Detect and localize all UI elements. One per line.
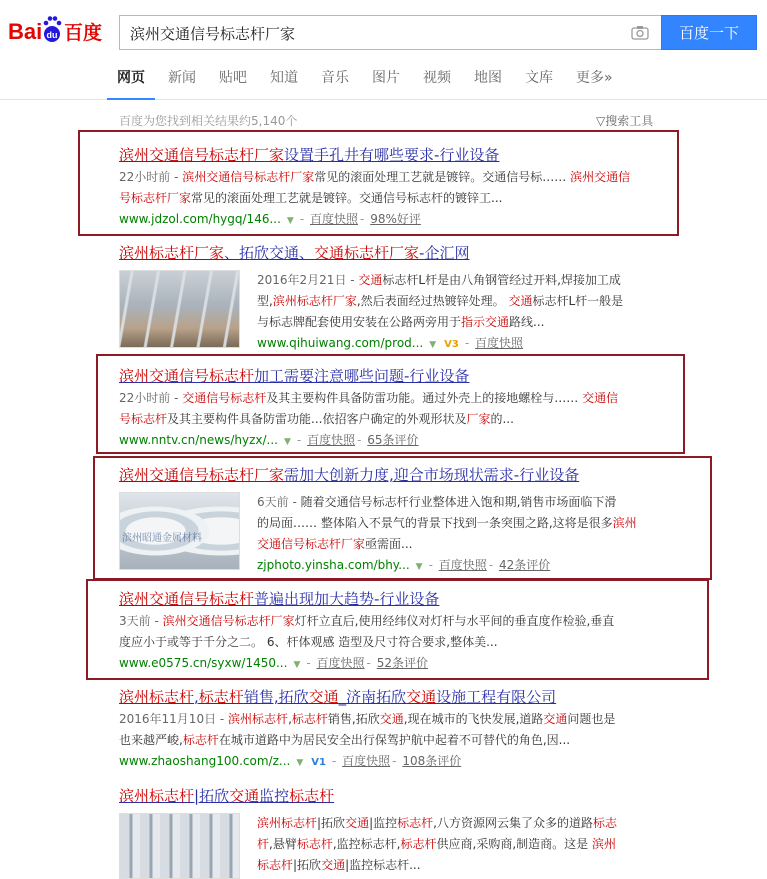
- snapshot-link[interactable]: 百度快照: [342, 754, 391, 768]
- svg-text:百度: 百度: [64, 22, 103, 44]
- result-abstract: 22小时前 - 交通信号标志杆及其主要构件具备防雷功能。通过外壳上的接地螺栓与…… 交通信 号标志杆及其主要构件具备防雷功能...依招客户确定的外观形状及厂家的...: [119, 391, 619, 426]
- result-abstract: 滨州标志杆|拓欣交通|监控标志杆,八方资源网云集了众多的道路标志 杆,悬臂标志杆,监控标志杆,标志杆供应商,采购商,制造商。这是 滨州 标志杆|拓欣交通|监控标志杆...: [257, 816, 617, 872]
- svg-text:du: du: [46, 30, 58, 40]
- dropdown-arrow-icon[interactable]: ▼: [429, 340, 437, 350]
- result-title[interactable]: 滨州交通信号标志杆厂家需加大创新力度,迎合市场现状需求-行业设备: [119, 466, 580, 484]
- result-item: [119, 687, 659, 773]
- v3-badge-icon[interactable]: V3: [444, 339, 459, 350]
- result-title[interactable]: 滨州标志杆厂家、拓欣交通、交通标志杆厂家-企汇网: [119, 244, 470, 262]
- result-thumbnail[interactable]: [119, 492, 240, 570]
- tab-map[interactable]: 地图: [474, 70, 502, 86]
- tab-zhidao[interactable]: 知道: [270, 70, 298, 86]
- result-url[interactable]: www.nntv.cn/news/hyzx/...: [119, 433, 278, 447]
- search-tools-label: 搜索工具: [605, 114, 654, 128]
- result-abstract: 3天前 - 滨州交通信号标志杆厂家灯杆立直后,使用经纬仪对灯杆与水平间的垂直度作检验,垂直 度应小于或等于千分之二。 6、杆体观感 造型及尺寸符合要求,整体美...: [119, 614, 615, 649]
- search-tools[interactable]: [596, 112, 653, 129]
- result-title[interactable]: 滨州交通信号标志杆厂家设置手孔井有哪些要求-行业设备: [119, 146, 500, 164]
- image-watermark: 滨州昭通金属材料: [122, 533, 202, 544]
- result-url[interactable]: www.jdzol.com/hygq/146...: [119, 212, 281, 226]
- result-url[interactable]: www.e0575.cn/syxw/1450...: [119, 656, 288, 670]
- snapshot-link[interactable]: 百度快照: [310, 212, 359, 226]
- result-thumbnail[interactable]: [119, 813, 240, 879]
- camera-icon[interactable]: [631, 25, 649, 40]
- tab-video[interactable]: 视频: [423, 70, 451, 86]
- tab-images[interactable]: 图片: [372, 70, 400, 86]
- search-query[interactable]: 滨州交通信号标志杆厂家: [130, 25, 296, 43]
- result-item: [119, 589, 659, 675]
- result-url-row: www.jdzol.com/hygq/146... ▼ - 百度快照 - 98%好评: [119, 212, 421, 226]
- result-count: 百度为您找到相关结果约5,140个: [119, 114, 298, 128]
- snapshot-link[interactable]: 百度快照: [316, 656, 365, 670]
- result-url[interactable]: www.qihuiwang.com/prod...: [257, 336, 424, 350]
- v1-badge-icon[interactable]: V1: [311, 757, 326, 768]
- result-url[interactable]: zjphoto.yinsha.com/bhy...: [257, 558, 410, 572]
- result-thumbnail[interactable]: [119, 270, 240, 348]
- result-item: [119, 366, 659, 452]
- dropdown-arrow-icon[interactable]: ▼: [296, 758, 304, 768]
- result-item: [119, 465, 659, 572]
- dropdown-arrow-icon[interactable]: ▼: [286, 216, 294, 226]
- snapshot-link[interactable]: 百度快照: [475, 336, 524, 350]
- baidu-logo[interactable]: [8, 12, 112, 48]
- search-input[interactable]: [119, 15, 661, 50]
- svg-text:Bai: Bai: [8, 19, 43, 44]
- result-title[interactable]: 滨州交通信号标志杆普遍出现加大趋势-行业设备: [119, 590, 440, 608]
- result-url-row: www.e0575.cn/syxw/1450... ▼ - 百度快照 - 52条评价: [119, 656, 428, 670]
- snapshot-link[interactable]: 百度快照: [438, 558, 487, 572]
- result-title[interactable]: 滨州标志杆|拓欣交通监控标志杆: [119, 787, 335, 805]
- header: [0, 0, 767, 100]
- tab-music[interactable]: 音乐: [321, 70, 349, 86]
- rating-link[interactable]: 98%好评: [370, 212, 421, 226]
- dropdown-arrow-icon[interactable]: ▼: [293, 660, 301, 670]
- tab-wenku[interactable]: 文库: [525, 70, 553, 86]
- result-url-row: www.nntv.cn/news/hyzx/... ▼ - 百度快照 - 65条评价: [119, 433, 419, 447]
- result-url-row: www.zhaoshang100.com/z... ▼ V1 - 百度快照 - 108条评价: [119, 751, 659, 773]
- nav-tabs: [117, 62, 636, 100]
- result-url-row: zjphoto.yinsha.com/bhy... ▼ - 百度快照 - 42条评价: [257, 558, 551, 572]
- dropdown-arrow-icon[interactable]: ▼: [284, 437, 291, 447]
- result-abstract: 6天前 - 随着交通信号标志杆行业整体进入饱和期,销售市场面临下滑 的局面…… 整体陷入不景气的背景下找到一条突围之路,这将是很多滨州 交通信号标志杆厂家亟需面...: [257, 495, 637, 551]
- result-url-row: www.qihuiwang.com/prod... ▼ V3 - 百度快照: [257, 333, 659, 355]
- result-item: [119, 243, 659, 350]
- tab-more[interactable]: 更多»: [576, 70, 613, 86]
- search-button[interactable]: 百度一下: [661, 15, 757, 50]
- filter-icon: ▽: [596, 114, 606, 128]
- rating-link[interactable]: 42条评价: [498, 558, 551, 572]
- tab-news[interactable]: 新闻: [168, 70, 196, 86]
- result-title[interactable]: 滨州交通信号标志杆加工需要注意哪些问题-行业设备: [119, 367, 470, 385]
- rating-link[interactable]: 65条评价: [367, 433, 419, 447]
- result-abstract: 2016年11月10日 - 滨州标志杆,标志杆销售,拓欣交通,现在城市的飞快发展,道路交通问题也是 也来越严峻,标志杆在城市道路中为居民安全出行保驾护航中起着不可替代的角色,因...: [119, 712, 616, 747]
- result-abstract: 22小时前 - 滨州交通信号标志杆厂家常见的滚面处理工艺就是镀锌。交通信号标…… 滨州交通信 号标志杆厂家常见的滚面处理工艺就是镀锌。交通信号标志杆的镀锌工...: [119, 170, 631, 205]
- result-item: [119, 145, 659, 231]
- dropdown-arrow-icon[interactable]: ▼: [415, 562, 423, 572]
- result-abstract: 2016年2月21日 - 交通标志杆L杆是由八角钢管经过开料,焊接加工成 型,滨州标志杆厂家,然后表面经过热镀锌处理。 交通标志杆L杆一般是 与标志牌配套使用安装在公路两旁用于指示交通路线...: [257, 273, 624, 329]
- tab-web[interactable]: 网页: [117, 62, 145, 100]
- result-title[interactable]: 滨州标志杆,标志杆销售,拓欣交通_济南拓欣交通设施工程有限公司: [119, 688, 557, 706]
- result-url[interactable]: www.zhaoshang100.com/z...: [119, 754, 291, 768]
- rating-link[interactable]: 108条评价: [402, 754, 462, 768]
- result-item: [119, 786, 659, 872]
- rating-link[interactable]: 52条评价: [376, 656, 428, 670]
- tab-tieba[interactable]: 贴吧: [219, 70, 247, 86]
- snapshot-link[interactable]: 百度快照: [307, 433, 356, 447]
